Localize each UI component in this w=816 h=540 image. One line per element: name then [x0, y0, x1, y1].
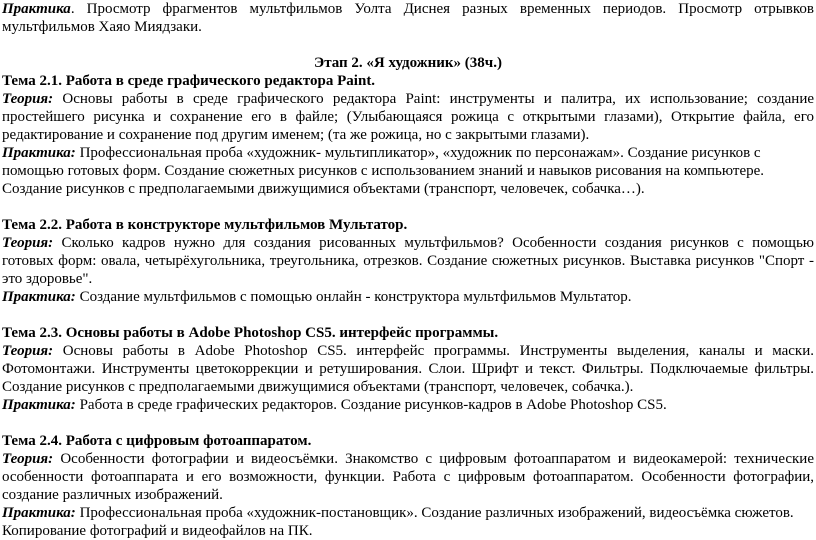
intro-paragraph — [2, 0, 814, 36]
theory-label: Теория: — [2, 451, 54, 467]
theory-label: Теория: — [2, 91, 54, 107]
topic-practice — [2, 504, 814, 540]
topic-title: Тема 2.1. Работа в среде графического редактора Paint. — [2, 73, 376, 89]
practice-text: Работа в среде графических редакторов. Создание рисунков-кадров в Adobe Photoshop CS5. — [75, 397, 667, 413]
spacer — [2, 198, 814, 216]
practice-text: Создание мультфильмов с помощью онлайн - конструктора мультфильмов Мультатор. — [75, 289, 632, 305]
topic-title: Тема 2.2. Работа в конструкторе мультфильмов Мультатор. — [2, 217, 408, 233]
topic-theory — [2, 234, 814, 288]
practice-label: Практика: — [2, 505, 76, 521]
stage-heading: Этап 2. «Я художник» (38ч.) — [314, 55, 502, 71]
theory-label: Теория: — [2, 343, 54, 359]
practice-label: Практика: — [2, 145, 76, 161]
theory-text: Основы работы в среде графического редактора Paint: инструменты и палитра, их использование; создание простейшего рисунка и сохранение его в файле; (Улыбающаяся рожица с открытыми глазами), Открытие файла, его редактирование и сохранение под другим именем; (та же рожица, но с закрытыми глазами). — [2, 91, 814, 143]
theory-label: Теория: — [2, 235, 54, 251]
practice-text: Профессиональная проба «художник-постановщик». Создание различных изображений, видеосъёмка сюжетов. Копирование фотографий и видеофайлов на ПК. — [2, 505, 794, 539]
topic-title: Тема 2.3. Основы работы в Adobe Photoshop CS5. интерфейс программы. — [2, 325, 499, 341]
spacer — [2, 36, 814, 54]
theory-text: Особенности фотографии и видеосъёмки. Знакомство с цифровым фотоаппаратом и видеокамерой: технические особенности фотоаппарата и его возможности, функции. Работа с цифровым фотоаппаратом. Особенности фотографии, создание различных изображений. — [2, 451, 814, 503]
theory-text: Сколько кадров нужно для создания рисованных мультфильмов? Особенности создания рисунков с помощью готовых форм: овала, четырёхугольника, треугольника, отрезков. Создание сюжетных рисунков. Выставка рисунков "Спорт - это здоровье". — [2, 235, 814, 287]
intro-label: Практика — [2, 1, 71, 17]
topic-practice — [2, 288, 814, 306]
topic-theory — [2, 450, 814, 504]
theory-text: Основы работы в Adobe Photoshop CS5. интерфейс программы. Инструменты выделения, каналы и маски. Фотомонтажи. Инструменты цветокоррекции и ретуширования. Слои. Шрифт и текст. Фильтры. Подключаемые фильтры. Создание рисунков с предполагаемыми движущимися объектами (транспорт, человечек, собачка.). — [2, 343, 814, 395]
intro-text: . Просмотр фрагментов мультфильмов Уолта Диснея разных временных периодов. Просмотр отрывков мультфильмов Хаяо Миядзаки. — [2, 1, 814, 35]
spacer — [2, 306, 814, 324]
practice-label: Практика: — [2, 397, 76, 413]
topic-theory — [2, 342, 814, 396]
topic-title: Тема 2.4. Работа с цифровым фотоаппаратом. — [2, 433, 312, 449]
practice-label: Практика: — [2, 289, 76, 305]
spacer — [2, 414, 814, 432]
practice-text: Профессиональная проба «художник- мультипликатор», «художник по персонажам». Создание рисунков с помощью готовых форм. Создание сюжетных рисунков с использованием знаний и навыков рисования на компьютере. Создание рисунков с предполагаемыми движущимися объектами (транспорт, человечек, собачка…). — [2, 145, 765, 197]
topic-practice — [2, 396, 814, 414]
topic-practice — [2, 144, 814, 198]
topic-theory — [2, 90, 814, 144]
